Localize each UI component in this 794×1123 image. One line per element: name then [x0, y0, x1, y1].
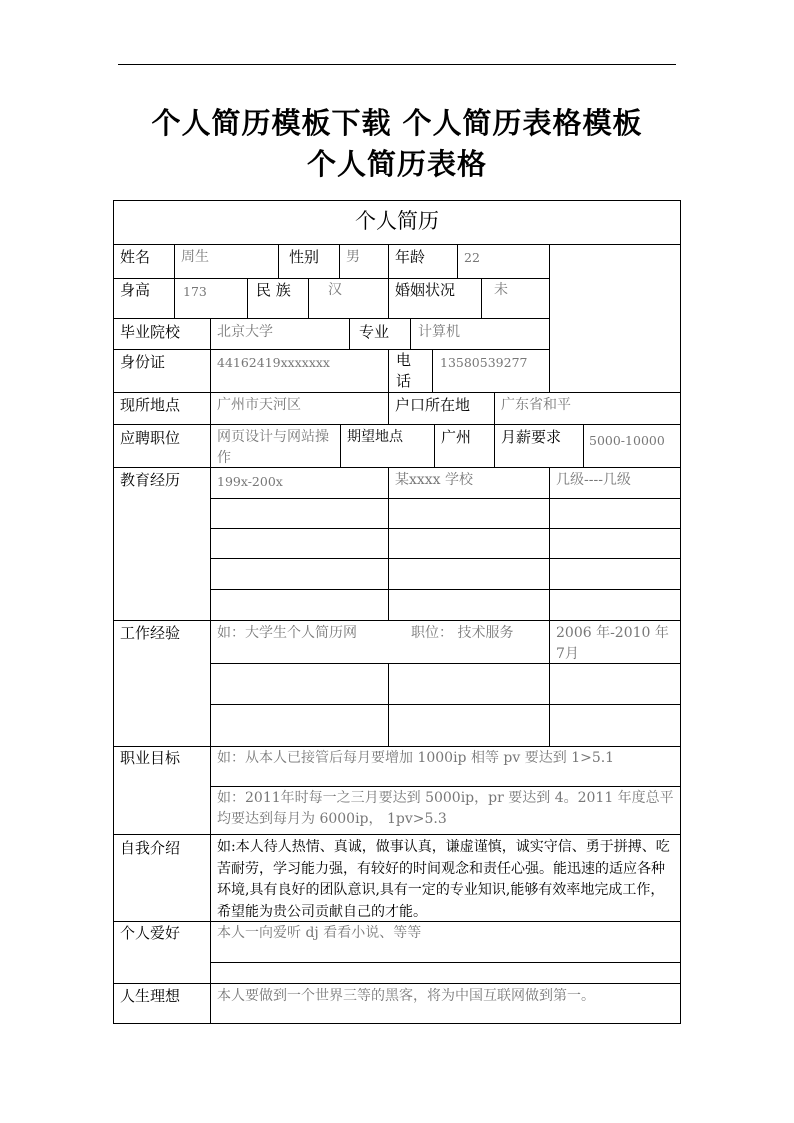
age-label: 年龄: [395, 248, 426, 266]
major-value: 计算机: [418, 324, 460, 340]
expected-location-label: 期望地点: [347, 429, 403, 445]
ideal-text: 本人要做到一个世界三等的黑客，将为中国互联网做到第一。: [217, 988, 595, 1004]
intro-text: 如:本人待人热情、真诚，做事认真，谦虚谨慎，诚实守信、勇于拼搏、吃苦耐劳，学习能力强，有较好的时间观念和责任心强。能迅速的适应各种环境,具有良好的团队意识,具有一定的专业知识,能够有效率地完成工作，希望能为贵公司贡献自己的才能。: [217, 839, 670, 920]
table-gridline: [388, 349, 389, 424]
hukou-label: 户口所在地: [395, 396, 471, 414]
table-gridline: [340, 424, 341, 467]
table-gridline: [210, 786, 681, 787]
intro-label: 自我介绍: [120, 839, 181, 857]
table-gridline: [278, 244, 279, 278]
table-gridline: [494, 424, 495, 467]
table-gridline: [210, 589, 681, 590]
table-gridline: [113, 983, 681, 984]
career-line-2: 如：2011年时每一之三月要达到 5000ip，pr 要达到 4。2011 年度总平均要达到每月为 6000ip， 1pv>5.3: [217, 790, 674, 827]
table-gridline: [113, 318, 549, 319]
marital-label: 婚姻状况: [395, 281, 456, 299]
header-rule: [118, 64, 676, 65]
table-gridline: [494, 392, 495, 424]
position-value: 网页设计与网站操作: [217, 429, 329, 466]
table-gridline: [388, 244, 389, 278]
table-gridline: [113, 620, 681, 621]
ideal-label: 人生理想: [120, 987, 181, 1005]
table-gridline: [432, 349, 433, 392]
major-label: 专业: [359, 323, 390, 341]
table-gridline: [210, 498, 681, 499]
table-gridline: [113, 424, 681, 425]
phone-value: 13580539277: [440, 355, 528, 370]
table-gridline: [388, 278, 389, 318]
expected-location-value: 广州: [441, 428, 472, 446]
table-gridline: [210, 558, 681, 559]
ethnicity-label: 民 族: [256, 281, 291, 299]
marital-value: 未: [494, 282, 508, 298]
table-gridline: [113, 392, 681, 393]
table-gridline: [210, 318, 211, 620]
table-gridline: [210, 620, 211, 1023]
table-gridline: [549, 620, 550, 746]
ethnicity-value: 汉: [328, 282, 342, 298]
height-label: 身高: [120, 281, 151, 299]
work-label: 工作经验: [120, 624, 181, 642]
height-value: 173: [183, 284, 207, 299]
phone-label: 电话: [396, 351, 412, 390]
name-label: 姓名: [120, 248, 151, 266]
position-label: 应聘职位: [120, 429, 181, 447]
school-value: 北京大学: [217, 324, 273, 340]
form-heading: 个人简历: [355, 209, 439, 233]
table-gridline: [549, 467, 550, 620]
table-gridline: [210, 704, 681, 705]
gender-label: 性别: [289, 248, 320, 266]
work-role: 职位： 技术服务: [411, 625, 514, 641]
table-gridline: [457, 244, 458, 278]
table-gridline: [349, 318, 350, 349]
education-period: 199x-200x: [217, 474, 283, 489]
table-gridline: [481, 278, 482, 318]
table-gridline: [210, 962, 681, 963]
education-label: 教育经历: [120, 471, 181, 489]
table-gridline: [388, 663, 389, 746]
career-label: 职业目标: [120, 749, 181, 767]
hobby-text: 本人一向爱听 dj 看看小说、等等: [217, 925, 422, 941]
table-gridline: [113, 467, 681, 468]
work-company: 如：大学生个人简历网: [217, 625, 357, 641]
table-gridline: [583, 424, 584, 467]
table-gridline: [308, 278, 309, 318]
page-subtitle: 个人简历表格: [306, 147, 487, 181]
table-gridline: [174, 244, 175, 278]
salary-value: 5000-10000: [589, 433, 665, 448]
table-gridline: [210, 528, 681, 529]
table-gridline: [113, 278, 549, 279]
career-line-1: 如：从本人已接管后每月要增加 1000ip 相等 pv 要达到 1>5.1: [217, 750, 615, 766]
location-value: 广州市天河区: [217, 397, 301, 413]
table-gridline: [113, 244, 681, 245]
work-period: 2006 年-2010 年7月: [556, 625, 669, 662]
table-gridline: [410, 318, 411, 349]
table-gridline: [113, 834, 681, 835]
hobby-label: 个人爱好: [120, 924, 181, 942]
hukou-value: 广东省和平: [501, 397, 571, 413]
school-label: 毕业院校: [120, 323, 181, 341]
page-title: 个人简历模板下载 个人简历表格模板: [151, 106, 643, 140]
education-level: 几级----几级: [556, 472, 631, 488]
table-gridline: [434, 424, 435, 467]
id-value: 44162419xxxxxxx: [217, 355, 330, 370]
table-gridline: [247, 278, 248, 318]
location-label: 现所地点: [120, 396, 181, 414]
age-value: 22: [464, 250, 480, 265]
table-gridline: [339, 244, 340, 278]
table-gridline: [549, 244, 550, 392]
id-label: 身份证: [120, 353, 166, 371]
education-school: 某xxxx 学校: [395, 472, 474, 488]
table-gridline: [113, 349, 549, 350]
salary-label: 月薪要求: [501, 428, 562, 446]
table-gridline: [388, 467, 389, 620]
table-gridline: [174, 278, 175, 318]
gender-value: 男: [346, 249, 360, 265]
table-gridline: [113, 746, 681, 747]
name-value: 周生: [181, 249, 209, 265]
